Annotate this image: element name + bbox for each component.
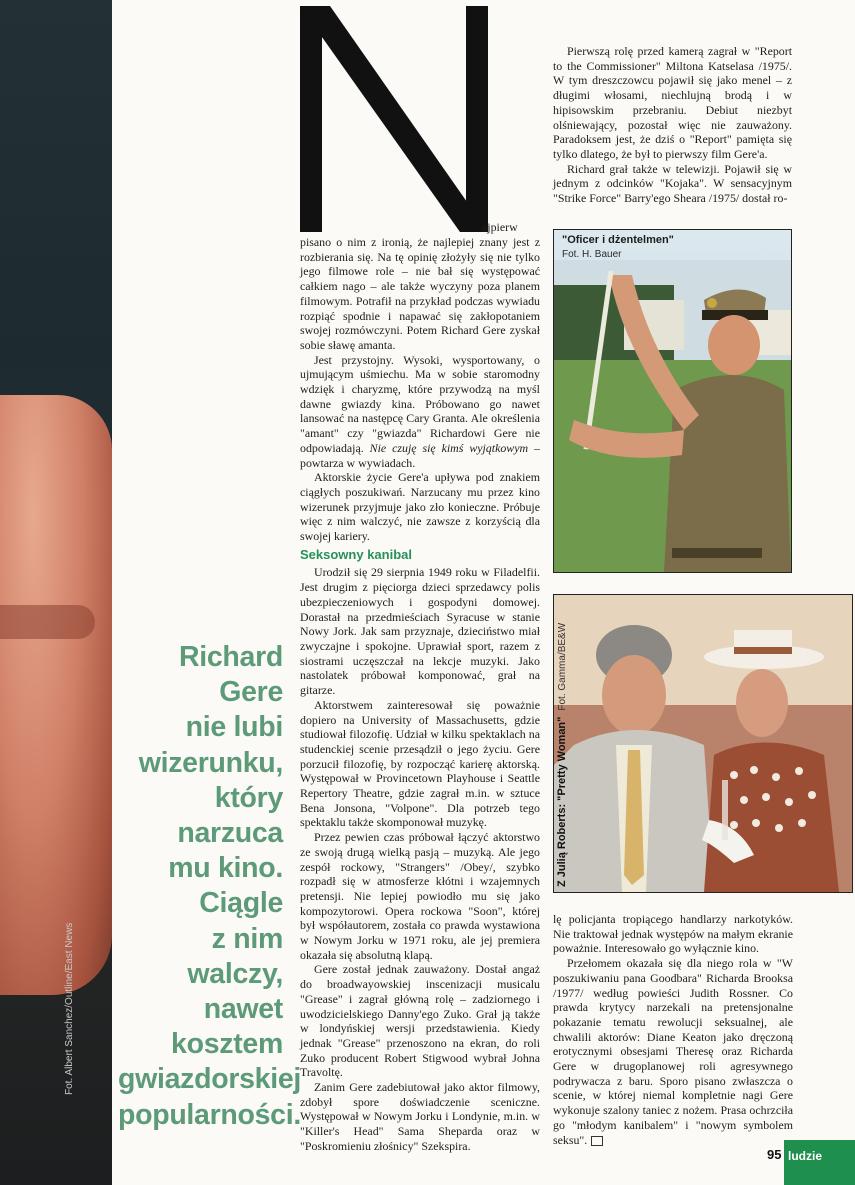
paragraph: Zanim Gere zadebiutował jako aktor filmowy, zdobył spore doświadczenie sceniczne. Występował w Nowym Jorku i Londynie, m.in. w "Killer's Head" Sama Sheparda oraz w "Poskromieniu złośnicy" Szekspira. xyxy=(300,1080,540,1153)
pull-quote xyxy=(118,640,301,1133)
first-word-rest: ajpierw xyxy=(482,220,518,234)
paragraph: Aktorstwem zainteresował się poważnie dopiero na University of Massachusetts, gdzie studiował filozofię. Udział w kilku spektaklach na studenckiej scenie przesądził o jego życiu. Gere porzucił filozofię, by rozpocząć karierę aktorską. Występował w Provincetown Playhouse i Seattle Repertory Theatre, gdzie zagrał m.in. w sztuce Bena Jonsona, "Volpone". Dla potrzeb tego spektaklu także skomponował muzykę. xyxy=(300,697,540,830)
paragraph: Richard grał także w telewizji. Pojawił się w jednym z odcinków "Kojaka". W sensacyjnym "Strike Force" Barry'ego Sheara /1975/ dostał ro- xyxy=(553,161,792,206)
pull-quote-line: gwiazdorskiej xyxy=(118,1063,301,1096)
pull-quote-line: kosztem xyxy=(171,1028,283,1061)
paragraph: Gere został jednak zauważony. Dostał angaż do broadwayowskiej inscenizacji musicalu "Grease" i zagrał główną rolę – zadziornego i uwodzicielskiego Danny'ego Zuko. Grał ją także w londyńskiej wersji przedstawienia. Kiedy jednak "Grease" przenoszono na ekran, do roli Zuko producent Robert Stigwood wybrał Johna Travoltę. xyxy=(300,962,540,1080)
paragraph: Przez pewien czas próbował łączyć aktorstwo ze swoją drugą wielką pasją – muzyką. Ale jego zespół rockowy, "Strangers" /Obey/, szybko rozpadł się w atmosferze kłótni i wzajemnych pretensji. Nie lepiej powiodło mu się jako kompozytorowi. Opera rockowa "Soon", której był współautorem, została co prawda wystawiona w Nowym Jorku w 1971 roku, ale jej premiera okazała się absolutną klapą. xyxy=(300,830,540,962)
paragraph-text: Jest przystojny. Wysoki, wysportowany, o ujmującym uśmiechu. Ma w sobie staromodny wdzięk i charyzmę, które przywodzą na myśl dawne gwiazdy kina. Próbowano go nawet lansować na następcę Cary Granta. Ale określenia "amant" czy "gwiazda" Richardowi Gere nie odpowiadają. xyxy=(300,352,540,455)
photo-caption-title: "Oficer i dżentelmen" xyxy=(562,234,674,246)
pull-quote-line: Ciągle xyxy=(199,887,283,920)
article-column-middle xyxy=(300,235,540,1154)
pull-quote-line: nawet xyxy=(203,993,283,1026)
paragraph-text: – powtarza w wywiadach. xyxy=(300,440,540,470)
pull-quote-line: popularności. xyxy=(118,1098,301,1131)
page-number: 95 xyxy=(767,1147,782,1162)
pull-quote-line: nie lubi xyxy=(185,711,283,744)
pull-quote-line: Richard xyxy=(178,641,283,673)
portrait-photo-crop xyxy=(0,395,112,995)
end-of-article-icon xyxy=(591,1136,603,1146)
officer-illustration xyxy=(554,230,791,572)
paragraph: Aktorskie życie Gere'a upływa pod znakiem ciągłych poszukiwań. Narzucany mu przez kino wizerunek przyjmuje jako zło konieczne. Próbuje więc z nim walczyć, nie zawsze z korzyścią dla swojej kariery. xyxy=(300,470,540,544)
drop-cap-n xyxy=(300,6,488,232)
magazine-logo: ludzie xyxy=(784,1140,855,1185)
pull-quote-line: Gere xyxy=(219,676,283,709)
pull-quote-line: wizerunku, xyxy=(138,746,283,779)
paragraph xyxy=(553,956,793,1147)
paragraph-text: Przełomem okazała się dla niego rola w "W poszukiwaniu pana Goodbara" Richarda Brooksa /1977/ według powieści Judith Rossner. Co prawda krytycy narzekali na pretensjonalne pokazanie tematu rewolucji seksualnej, ale chwalili aktorów: Diane Keaton jako dręczoną erotycznymi obsesjami Theresę oraz Richarda Gere w drugoplanowej roli agresywnego podrywacza z baru. Sporo pisano zwłaszcza o scenie, w której niemal kompletnie nagi Gere wykonuje szalony taniec z nożem. Prasa ochrzciła go "młodym kanibalem" i "nowym symbolem seksu". xyxy=(553,956,793,1147)
section-heading: Seksowny kanibal xyxy=(300,546,412,562)
pull-quote-line: z nim xyxy=(211,922,283,955)
paragraph: lę policjanta tropiącego handlarzy narkotyków. Nie traktował jednak występów na małym ekranie poważnie. Interesowało go wyłącznie kino. xyxy=(553,912,793,956)
pretty-woman-illustration xyxy=(554,595,852,892)
article-column-right-bottom xyxy=(553,912,793,1147)
paragraph: Pierwszą rolę przed kamerą zagrał w "Report to the Commissioner" Miltona Katselasa /1975/. W tym dreszczowcu pojawił się jako menel – z długimi włosami, niechlujną brodą i w hipisowskim przebraniu. Debiut niezbyt olśniewający, pozostał więc nie zauważony. Paradoksem jest, że dziś o "Report" pamięta się tylko dlatego, że był to pierwszy film Gere'a. xyxy=(553,44,792,161)
article-column-right-top xyxy=(553,44,792,206)
left-photo-credit: Fot. Albert Sanchez/Outline/East News xyxy=(64,922,75,1095)
paragraph: pisano o nim z ironią, że najlepiej znany jest z rozbierania się. Na tę opinię złożyły się nie tylko jego filmowe role – nie bał się występować całkiem nago – ale także wyczyny poza planem filmowym. Potrafił na przykład podczas wywiadu rozpiąć spodnie i napawać się zakłopotaniem swojej rozmówczyni. Potem Richard Gere zyskał sobie sławę amanta. xyxy=(300,235,540,352)
quote-italic: Nie czuję się kimś wyjątkowym xyxy=(369,440,529,455)
pull-quote-line: walczy, xyxy=(187,957,283,990)
photo-caption-title: Z Julią Roberts: "Pretty Woman" xyxy=(556,716,568,887)
photo-vertical-caption xyxy=(556,623,568,887)
drop-cap-continuation xyxy=(482,220,542,235)
pull-quote-line: który xyxy=(214,781,283,814)
photo-caption-credit: Fot. Gamma/BE&W xyxy=(557,622,568,711)
photo-officer-and-gentleman xyxy=(553,229,792,573)
pull-quote-line: narzuca xyxy=(177,817,283,850)
pull-quote-line: mu kino. xyxy=(168,852,283,885)
portrait-lips xyxy=(0,605,95,639)
paragraph xyxy=(300,353,540,471)
paragraph: Urodził się 29 sierpnia 1949 roku w Filadelfii. Jest drugim z pięciorga dzieci sprzedawcy polis ubezpieczeniowych i gospodyni domowej. Dorastał na przedmieściach Syracuse w stanie Nowy Jork. Jak sam przyznaje, dzieciństwo miał zwyczajne i spokojne. Uprawiał sport, razem z siostrami uczęszczał na lekcje muzyki. Jako nastolatek próbował komponować, grał na gitarze. xyxy=(300,565,540,698)
photo-caption-credit: Fot. H. Bauer xyxy=(562,249,622,260)
photo-pretty-woman xyxy=(553,594,853,893)
